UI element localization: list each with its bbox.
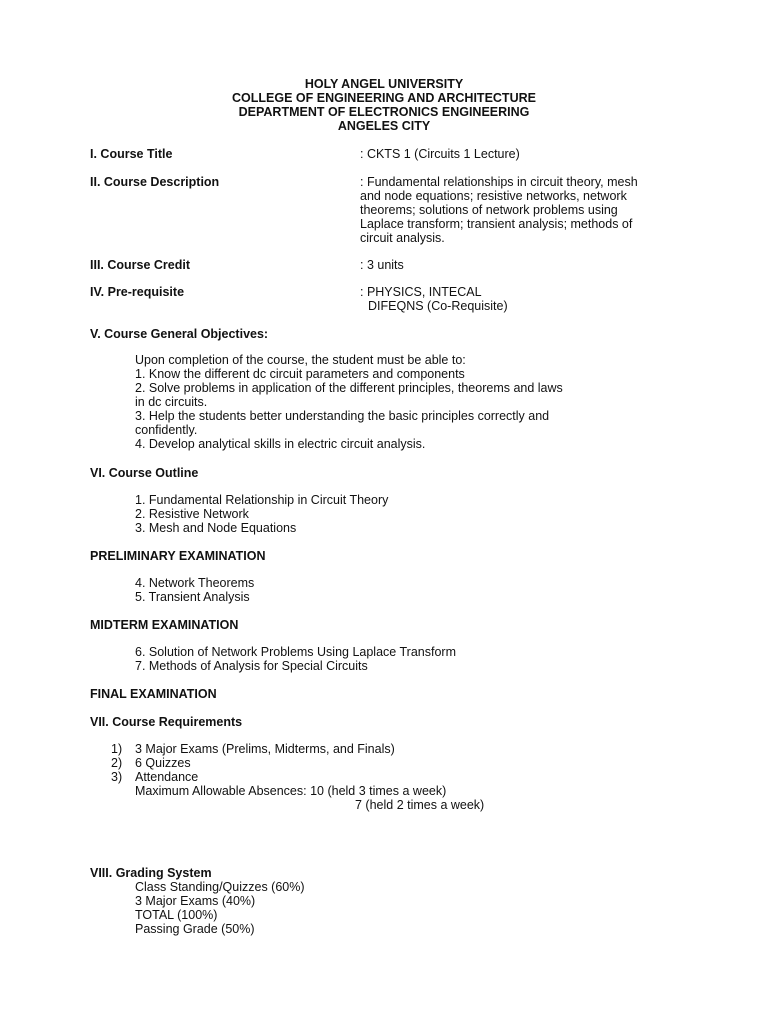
course-description-line: and node equations; resistive networks, network: [360, 189, 627, 203]
university-name: HOLY ANGEL UNIVERSITY: [304, 77, 464, 91]
outline-item: 1. Fundamental Relationship in Circuit Theory: [135, 493, 389, 507]
department-name: DEPARTMENT OF ELECTRONICS ENGINEERING: [238, 105, 530, 119]
course-description-label: II. Course Description: [90, 175, 220, 189]
grading-item: Passing Grade (50%): [135, 922, 255, 936]
city-name: ANGELES CITY: [337, 119, 431, 133]
course-credit-value: : 3 units: [360, 258, 404, 272]
absences-line: Maximum Allowable Absences: 10 (held 3 times a week): [135, 784, 447, 798]
outline-list: [135, 493, 635, 535]
requirements-list: [111, 742, 611, 812]
requirement-text: 3 Major Exams (Prelims, Midterms, and Finals): [135, 742, 395, 756]
requirement-item: [111, 742, 611, 756]
prerequisite-value: [360, 285, 680, 313]
document-header: [0, 77, 768, 133]
college-name: COLLEGE OF ENGINEERING AND ARCHITECTURE: [232, 91, 536, 105]
grading-list: [135, 880, 635, 936]
requirement-item: [111, 770, 611, 784]
prelim-item: 4. Network Theorems: [135, 576, 255, 590]
objective-item: 1. Know the different dc circuit parameters and components: [135, 367, 465, 381]
objectives-intro: Upon completion of the course, the student must be able to:: [135, 353, 466, 367]
course-credit-label: III. Course Credit: [90, 258, 191, 272]
prelim-list: [135, 576, 635, 604]
requirement-text: Attendance: [135, 770, 199, 784]
course-description-line: : Fundamental relationships in circuit theory, mesh: [360, 175, 638, 189]
outline-item: 3. Mesh and Node Equations: [135, 521, 297, 535]
grading-heading: VIII. Grading System: [90, 866, 212, 880]
prerequisite-label: IV. Pre-requisite: [90, 285, 185, 299]
midterm-item: 7. Methods of Analysis for Special Circuits: [135, 659, 368, 673]
grading-item: Class Standing/Quizzes (60%): [135, 880, 305, 894]
final-heading: FINAL EXAMINATION: [90, 687, 217, 701]
objectives-list: [135, 353, 635, 451]
course-title-label: I. Course Title: [90, 147, 173, 161]
requirement-number: 1): [111, 742, 123, 756]
outline-item: 2. Resistive Network: [135, 507, 249, 521]
objectives-heading: V. Course General Objectives:: [90, 327, 269, 341]
course-title-value: : CKTS 1 (Circuits 1 Lecture): [360, 147, 520, 161]
outline-heading: VI. Course Outline: [90, 466, 199, 480]
midterm-list: [135, 645, 635, 673]
requirements-heading: VII. Course Requirements: [90, 715, 243, 729]
requirement-number: 3): [111, 770, 123, 784]
objective-item: 2. Solve problems in application of the different principles, theorems and laws: [135, 381, 563, 395]
requirement-item: [111, 756, 611, 770]
prelim-item: 5. Transient Analysis: [135, 590, 250, 604]
objective-item: in dc circuits.: [135, 395, 208, 409]
objective-item: confidently.: [135, 423, 198, 437]
grading-item: TOTAL (100%): [135, 908, 218, 922]
requirement-text: 6 Quizzes: [135, 756, 191, 770]
corequisite-line: DIFEQNS (Co-Requisite): [368, 299, 508, 313]
prelim-heading: PRELIMINARY EXAMINATION: [90, 549, 266, 563]
course-description-line: theorems; solutions of network problems using: [360, 203, 618, 217]
course-description-line: Laplace transform; transient analysis; methods of: [360, 217, 633, 231]
absences-line-2: 7 (held 2 times a week): [355, 798, 485, 812]
objective-item: 3. Help the students better understanding the basic principles correctly and: [135, 409, 550, 423]
objective-item: 4. Develop analytical skills in electric circuit analysis.: [135, 437, 426, 451]
prerequisite-line: : PHYSICS, INTECAL: [360, 285, 482, 299]
course-description-line: circuit analysis.: [360, 231, 445, 245]
midterm-item: 6. Solution of Network Problems Using Laplace Transform: [135, 645, 456, 659]
midterm-heading: MIDTERM EXAMINATION: [90, 618, 239, 632]
requirement-number: 2): [111, 756, 123, 770]
course-description-value: [360, 175, 680, 245]
grading-item: 3 Major Exams (40%): [135, 894, 256, 908]
